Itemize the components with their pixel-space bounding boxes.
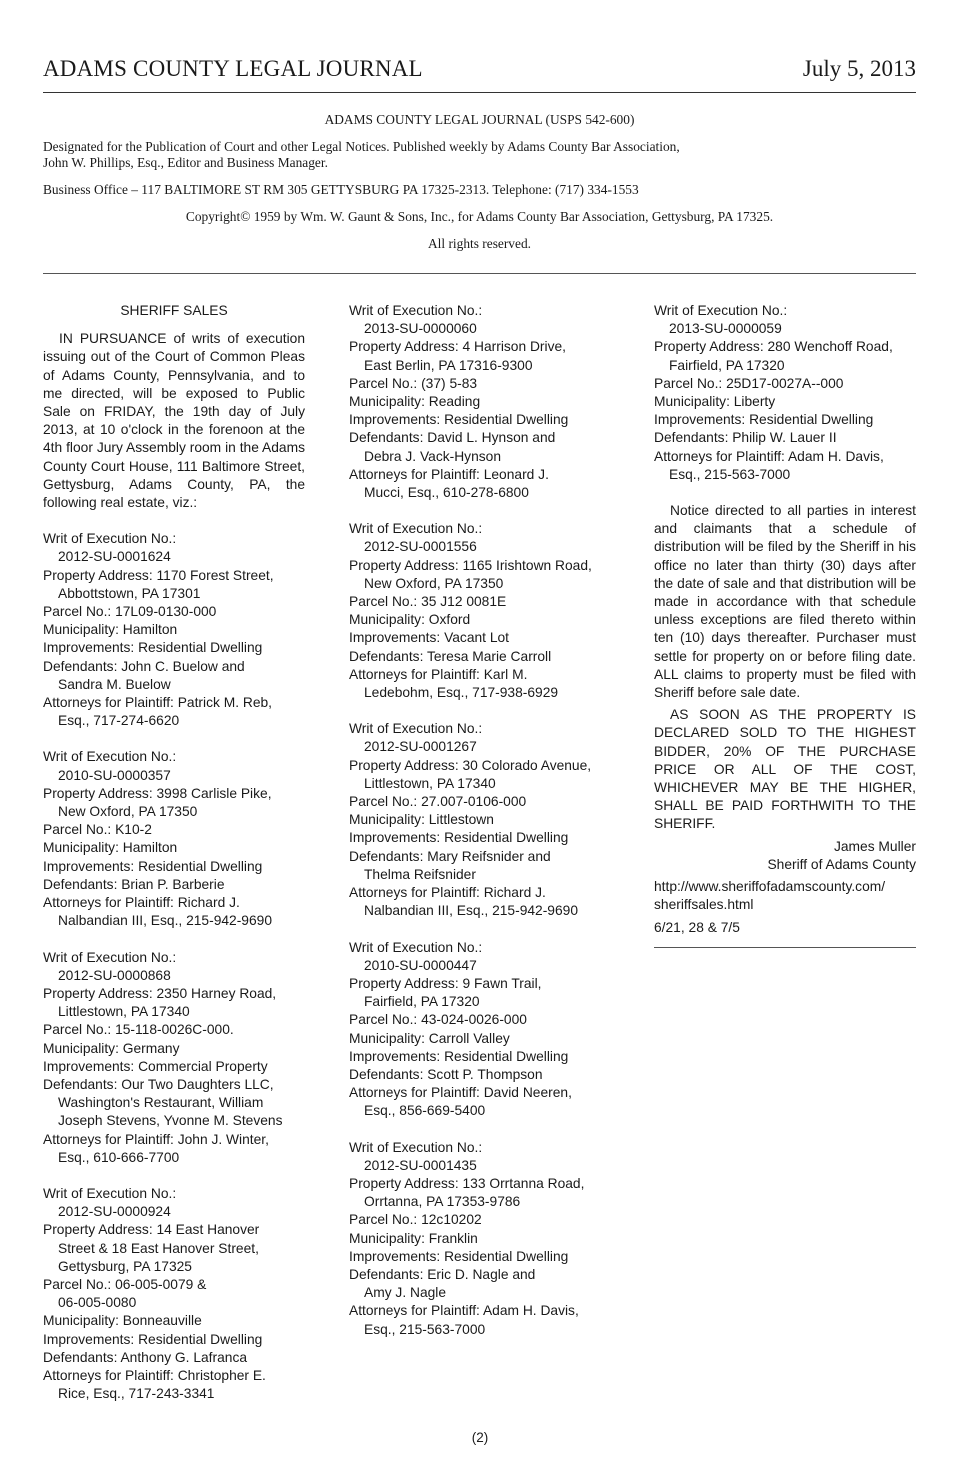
attorneys-cont: Esq., 610-666-7700 bbox=[58, 1149, 180, 1165]
defendants-cont: Debra J. Vack-Hynson bbox=[364, 448, 501, 464]
writ-label: Writ of Execution No.: bbox=[349, 521, 483, 537]
property-address: Property Address: 1170 Forest Street, bbox=[43, 567, 274, 583]
parcel-number: Parcel No.: 35 J12 0081E bbox=[349, 594, 507, 610]
attorneys-cont: Esq., 856-669-5400 bbox=[364, 1103, 486, 1119]
usps-line: ADAMS COUNTY LEGAL JOURNAL (USPS 542-600) bbox=[324, 112, 635, 127]
defendants: Defendants: Mary Reifsnider and bbox=[349, 848, 551, 864]
attorneys: Attorneys for Plaintiff: Patrick M. Reb, bbox=[43, 695, 273, 711]
sale-entry bbox=[349, 520, 611, 702]
defendants-cont: Joseph Stevens, Yvonne M. Stevens bbox=[58, 1113, 283, 1129]
property-address: Property Address: 3998 Carlisle Pike, bbox=[43, 785, 272, 801]
attorneys-cont: Esq., 215-563-7000 bbox=[669, 466, 791, 482]
attorneys: Attorneys for Plaintiff: Adam H. Davis, bbox=[654, 448, 884, 464]
distribution-notice: Notice directed to all parties in interest and claimants that a schedule of distribution will be filed by the Sheriff in his office no later than thirty (30) days after the date of sale and that distribution will be made in accordance with that schedule unless exceptions are filed thereto within ten (10) days thereafter. Purchaser must settle for property on or before filing date. ALL claims to property must be filed with Sheriff before sale date. bbox=[654, 503, 916, 701]
writ-label: Writ of Execution No.: bbox=[43, 749, 177, 765]
payment-notice: AS SOON AS THE PROPERTY IS DECLARED SOLD TO THE HIGHEST BIDDER, 20% OF THE PURCHASE PRICE OR ALL OF THE COST, WHICHEVER MAY BE THE HIGHER, SHALL BE PAID FORTHWITH TO THE SHERIFF. bbox=[654, 707, 916, 832]
sheriff-url-cont: sheriffsales.html bbox=[654, 897, 754, 913]
attorneys: Attorneys for Plaintiff: David Neeren, bbox=[349, 1085, 572, 1101]
municipality: Municipality: Carroll Valley bbox=[349, 1030, 510, 1046]
defendants: Defendants: Anthony G. Lafranca bbox=[43, 1349, 248, 1365]
sale-entry bbox=[349, 1139, 611, 1339]
sale-entry bbox=[43, 1185, 305, 1403]
publication-info bbox=[43, 112, 916, 252]
parcel-number: Parcel No.: 27.007-0106-000 bbox=[349, 794, 527, 810]
improvements: Improvements: Vacant Lot bbox=[349, 630, 510, 646]
writ-number: 2012-SU-0001267 bbox=[364, 739, 477, 755]
municipality: Municipality: Germany bbox=[43, 1040, 180, 1056]
attorneys: Attorneys for Plaintiff: Adam H. Davis, bbox=[349, 1303, 579, 1319]
property-address: Property Address: 1165 Irishtown Road, bbox=[349, 557, 592, 573]
defendants-cont: Thelma Reifsnider bbox=[364, 866, 476, 882]
attorneys-cont: Esq., 717-274-6620 bbox=[58, 713, 180, 729]
improvements: Improvements: Residential Dwelling bbox=[654, 412, 874, 428]
sale-entry bbox=[349, 720, 611, 920]
parcel-number: Parcel No.: (37) 5-83 bbox=[349, 375, 478, 391]
sale-entry bbox=[43, 530, 305, 730]
property-address-cont: Orrtanna, PA 17353-9786 bbox=[364, 1194, 521, 1210]
writ-number: 2010-SU-0000357 bbox=[58, 767, 171, 783]
writ-label: Writ of Execution No.: bbox=[43, 531, 177, 547]
writ-label: Writ of Execution No.: bbox=[43, 949, 177, 965]
defendants: Defendants: Teresa Marie Carroll bbox=[349, 648, 552, 664]
municipality: Municipality: Hamilton bbox=[43, 840, 178, 856]
writ-number: 2013-SU-0000059 bbox=[669, 321, 782, 337]
defendants: Defendants: Brian P. Barberie bbox=[43, 876, 225, 892]
defendants: Defendants: Our Two Daughters LLC, bbox=[43, 1076, 274, 1092]
attorneys: Attorneys for Plaintiff: Leonard J. bbox=[349, 466, 549, 482]
writ-number: 2013-SU-0000060 bbox=[364, 321, 477, 337]
writ-label: Writ of Execution No.: bbox=[349, 939, 483, 955]
business-office-line: Business Office – 117 BALTIMORE ST RM 305 GETTYSBURG PA 17325-2313. Telephone: (717) 334-1553 bbox=[43, 182, 639, 197]
column-1 bbox=[43, 302, 305, 1421]
writ-label: Writ of Execution No.: bbox=[349, 303, 483, 318]
sale-entry bbox=[43, 949, 305, 1167]
writ-label: Writ of Execution No.: bbox=[654, 303, 788, 318]
sale-entry bbox=[349, 939, 611, 1121]
attorneys-cont: Esq., 215-563-7000 bbox=[364, 1321, 486, 1337]
parcel-number: Parcel No.: 06-005-0079 & bbox=[43, 1276, 207, 1292]
improvements: Improvements: Residential Dwelling bbox=[349, 830, 569, 846]
writ-number: 2012-SU-0000868 bbox=[58, 967, 171, 983]
sheriff-url: http://www.sheriffofadamscounty.com/ bbox=[654, 879, 886, 895]
sale-entry bbox=[654, 302, 916, 484]
property-address-cont: Fairfield, PA 17320 bbox=[669, 357, 785, 373]
sale-entry bbox=[43, 748, 305, 930]
defendants-cont: Washington's Restaurant, William bbox=[58, 1095, 264, 1111]
improvements: Improvements: Residential Dwelling bbox=[43, 640, 263, 656]
parcel-number: Parcel No.: K10-2 bbox=[43, 822, 152, 838]
defendants: Defendants: David L. Hynson and bbox=[349, 430, 556, 446]
journal-title: ADAMS COUNTY LEGAL JOURNAL bbox=[43, 56, 423, 81]
column-2 bbox=[349, 302, 611, 1357]
property-address: Property Address: 133 Orrtanna Road, bbox=[349, 1175, 585, 1191]
improvements: Improvements: Residential Dwelling bbox=[43, 858, 263, 874]
sale-entry bbox=[349, 302, 611, 502]
defendants-cont: Sandra M. Buelow bbox=[58, 676, 171, 692]
attorneys: Attorneys for Plaintiff: John J. Winter, bbox=[43, 1131, 269, 1147]
attorneys-cont: Nalbandian III, Esq., 215-942-9690 bbox=[364, 903, 578, 919]
improvements: Improvements: Residential Dwelling bbox=[349, 1248, 569, 1264]
writ-number: 2012-SU-0001624 bbox=[58, 549, 171, 565]
property-address-cont: Abbottstown, PA 17301 bbox=[58, 585, 201, 601]
property-address-cont: New Oxford, PA 17350 bbox=[364, 575, 504, 591]
municipality: Municipality: Reading bbox=[349, 394, 481, 410]
editor-line: John W. Phillips, Esq., Editor and Business Manager. bbox=[43, 155, 328, 170]
municipality: Municipality: Bonneauville bbox=[43, 1313, 202, 1329]
column-3 bbox=[654, 302, 916, 948]
property-address-cont: Littlestown, PA 17340 bbox=[58, 1004, 190, 1020]
property-address: Property Address: 30 Colorado Avenue, bbox=[349, 757, 592, 773]
parcel-number: Parcel No.: 12c10202 bbox=[349, 1212, 482, 1228]
writ-label: Writ of Execution No.: bbox=[349, 1139, 483, 1155]
sheriff-name: James Muller bbox=[833, 838, 916, 854]
defendants-cont: Amy J. Nagle bbox=[364, 1285, 447, 1301]
parcel-number: Parcel No.: 25D17-0027A--000 bbox=[654, 375, 844, 391]
attorneys-cont: Nalbandian III, Esq., 215-942-9690 bbox=[58, 913, 272, 929]
sheriff-title: Sheriff of Adams County bbox=[767, 856, 916, 872]
designation-line: Designated for the Publication of Court and other Legal Notices. Published weekly by Adams County Bar Association, bbox=[43, 139, 680, 154]
defendants: Defendants: Scott P. Thompson bbox=[349, 1066, 543, 1082]
municipality: Municipality: Littlestown bbox=[349, 812, 494, 828]
improvements: Improvements: Residential Dwelling bbox=[349, 412, 569, 428]
section-title: SHERIFF SALES bbox=[120, 303, 228, 318]
improvements: Improvements: Residential Dwelling bbox=[349, 1048, 569, 1064]
property-address: Property Address: 4 Harrison Drive, bbox=[349, 339, 566, 355]
property-address-cont: East Berlin, PA 17316-9300 bbox=[364, 357, 533, 373]
writ-number: 2012-SU-0001556 bbox=[364, 539, 477, 555]
attorneys-cont: Ledebohm, Esq., 717-938-6929 bbox=[364, 685, 559, 701]
defendants: Defendants: Philip W. Lauer II bbox=[654, 430, 837, 446]
municipality: Municipality: Liberty bbox=[654, 394, 776, 410]
property-address: Property Address: 14 East Hanover bbox=[43, 1222, 260, 1238]
property-address-cont: Fairfield, PA 17320 bbox=[364, 994, 480, 1010]
property-address-cont: Street & 18 East Hanover Street, bbox=[58, 1240, 259, 1256]
defendants: Defendants: Eric D. Nagle and bbox=[349, 1266, 536, 1282]
attorneys: Attorneys for Plaintiff: Christopher E. bbox=[43, 1367, 266, 1383]
page-number: (2) bbox=[471, 1430, 489, 1445]
defendants: Defendants: John C. Buelow and bbox=[43, 658, 245, 674]
property-address: Property Address: 9 Fawn Trail, bbox=[349, 975, 542, 991]
column-end-rule bbox=[654, 947, 916, 948]
municipality: Municipality: Oxford bbox=[349, 612, 471, 628]
improvements: Improvements: Residential Dwelling bbox=[43, 1331, 263, 1347]
run-dates: 6/21, 28 & 7/5 bbox=[654, 919, 740, 935]
property-address: Property Address: 2350 Harney Road, bbox=[43, 985, 277, 1001]
writ-number: 2010-SU-0000447 bbox=[364, 957, 477, 973]
parcel-number: Parcel No.: 43-024-0026-000 bbox=[349, 1012, 527, 1028]
property-address: Property Address: 280 Wenchoff Road, bbox=[654, 339, 893, 355]
writ-number: 2012-SU-0001435 bbox=[364, 1157, 477, 1173]
copyright-line: Copyright© 1959 by Wm. W. Gaunt & Sons, Inc., for Adams County Bar Association, Gettysburg, PA 17325. bbox=[185, 209, 774, 224]
property-address-cont: Gettysburg, PA 17325 bbox=[58, 1258, 192, 1274]
header-divider bbox=[43, 273, 916, 274]
improvements: Improvements: Commercial Property bbox=[43, 1058, 268, 1074]
property-address-cont: New Oxford, PA 17350 bbox=[58, 804, 198, 820]
attorneys: Attorneys for Plaintiff: Karl M. bbox=[349, 666, 528, 682]
attorneys: Attorneys for Plaintiff: Richard J. bbox=[43, 895, 240, 911]
attorneys-cont: Mucci, Esq., 610-278-6800 bbox=[364, 485, 529, 501]
municipality: Municipality: Hamilton bbox=[43, 622, 178, 638]
writ-number: 2012-SU-0000924 bbox=[58, 1204, 171, 1220]
intro-paragraph: IN PURSUANCE of writs of execution issuing out of the Court of Common Pleas of Adams County, Pennsylvania, and to me directed, will be exposed to Public Sale on FRIDAY, the 19th day of July 2013, at 10 o'clock in the forenoon at the 4th floor Jury Assembly room in the Adams County Court House, 111 Baltimore Street, Gettysburg, Adams County, PA, the following real estate, viz.: bbox=[43, 331, 305, 511]
parcel-number: Parcel No.: 17L09-0130-000 bbox=[43, 604, 217, 620]
rights-line: All rights reserved. bbox=[427, 236, 531, 251]
municipality: Municipality: Franklin bbox=[349, 1230, 478, 1246]
attorneys: Attorneys for Plaintiff: Richard J. bbox=[349, 885, 546, 901]
issue-date: July 5, 2013 bbox=[802, 56, 916, 81]
parcel-number-cont: 06-005-0080 bbox=[58, 1295, 137, 1311]
property-address-cont: Littlestown, PA 17340 bbox=[364, 775, 496, 791]
masthead bbox=[43, 52, 916, 93]
attorneys-cont: Rice, Esq., 717-243-3341 bbox=[58, 1386, 215, 1402]
parcel-number: Parcel No.: 15-118-0026C-000. bbox=[43, 1022, 234, 1038]
writ-label: Writ of Execution No.: bbox=[43, 1185, 177, 1201]
writ-label: Writ of Execution No.: bbox=[349, 721, 483, 737]
